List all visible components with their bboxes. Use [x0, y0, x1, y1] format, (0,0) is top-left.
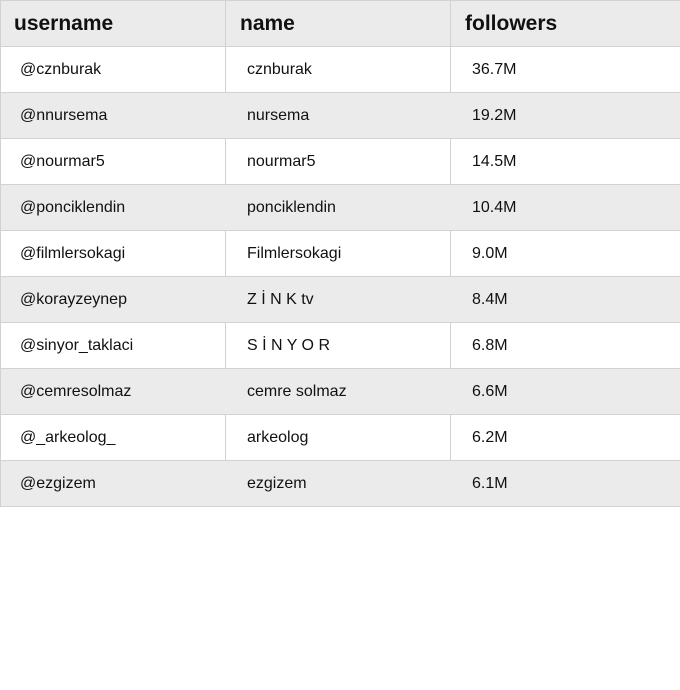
table-row: [1, 369, 680, 415]
cell-followers: 6.8M: [451, 323, 680, 369]
cell-name: cemre solmaz: [226, 369, 451, 415]
cell-name: Z İ N K tv: [226, 277, 451, 323]
cell-username: @ezgizem: [1, 461, 226, 507]
cell-name: S İ N Y O R: [226, 323, 451, 369]
cell-followers: 10.4M: [451, 185, 680, 231]
table-row: [1, 93, 680, 139]
cell-name: nourmar5: [226, 139, 451, 185]
table-row: [1, 415, 680, 461]
table-row: [1, 47, 680, 93]
cell-username: @sinyor_taklaci: [1, 323, 226, 369]
cell-username: @filmlersokagi: [1, 231, 226, 277]
cell-username: @cznburak: [1, 47, 226, 93]
header-username: username: [1, 1, 226, 47]
cell-username: @_arkeolog_: [1, 415, 226, 461]
table-row: [1, 323, 680, 369]
cell-username: @ponciklendin: [1, 185, 226, 231]
cell-name: arkeolog: [226, 415, 451, 461]
table-row: [1, 231, 680, 277]
cell-followers: 6.2M: [451, 415, 680, 461]
cell-username: @nnursema: [1, 93, 226, 139]
cell-followers: 6.6M: [451, 369, 680, 415]
cell-followers: 6.1M: [451, 461, 680, 507]
cell-name: ponciklendin: [226, 185, 451, 231]
table-row: [1, 185, 680, 231]
cell-followers: 14.5M: [451, 139, 680, 185]
cell-name: nursema: [226, 93, 451, 139]
cell-followers: 36.7M: [451, 47, 680, 93]
cell-followers: 19.2M: [451, 93, 680, 139]
header-name: name: [226, 1, 451, 47]
cell-name: ezgizem: [226, 461, 451, 507]
cell-username: @korayzeynep: [1, 277, 226, 323]
cell-followers: 9.0M: [451, 231, 680, 277]
header-followers: followers: [451, 1, 680, 47]
cell-name: Filmlersokagi: [226, 231, 451, 277]
cell-username: @nourmar5: [1, 139, 226, 185]
table-row: [1, 277, 680, 323]
cell-name: cznburak: [226, 47, 451, 93]
cell-username: @cemresolmaz: [1, 369, 226, 415]
cell-followers: 8.4M: [451, 277, 680, 323]
table-row: [1, 461, 680, 507]
table-row: [1, 139, 680, 185]
header-row: [1, 1, 680, 47]
